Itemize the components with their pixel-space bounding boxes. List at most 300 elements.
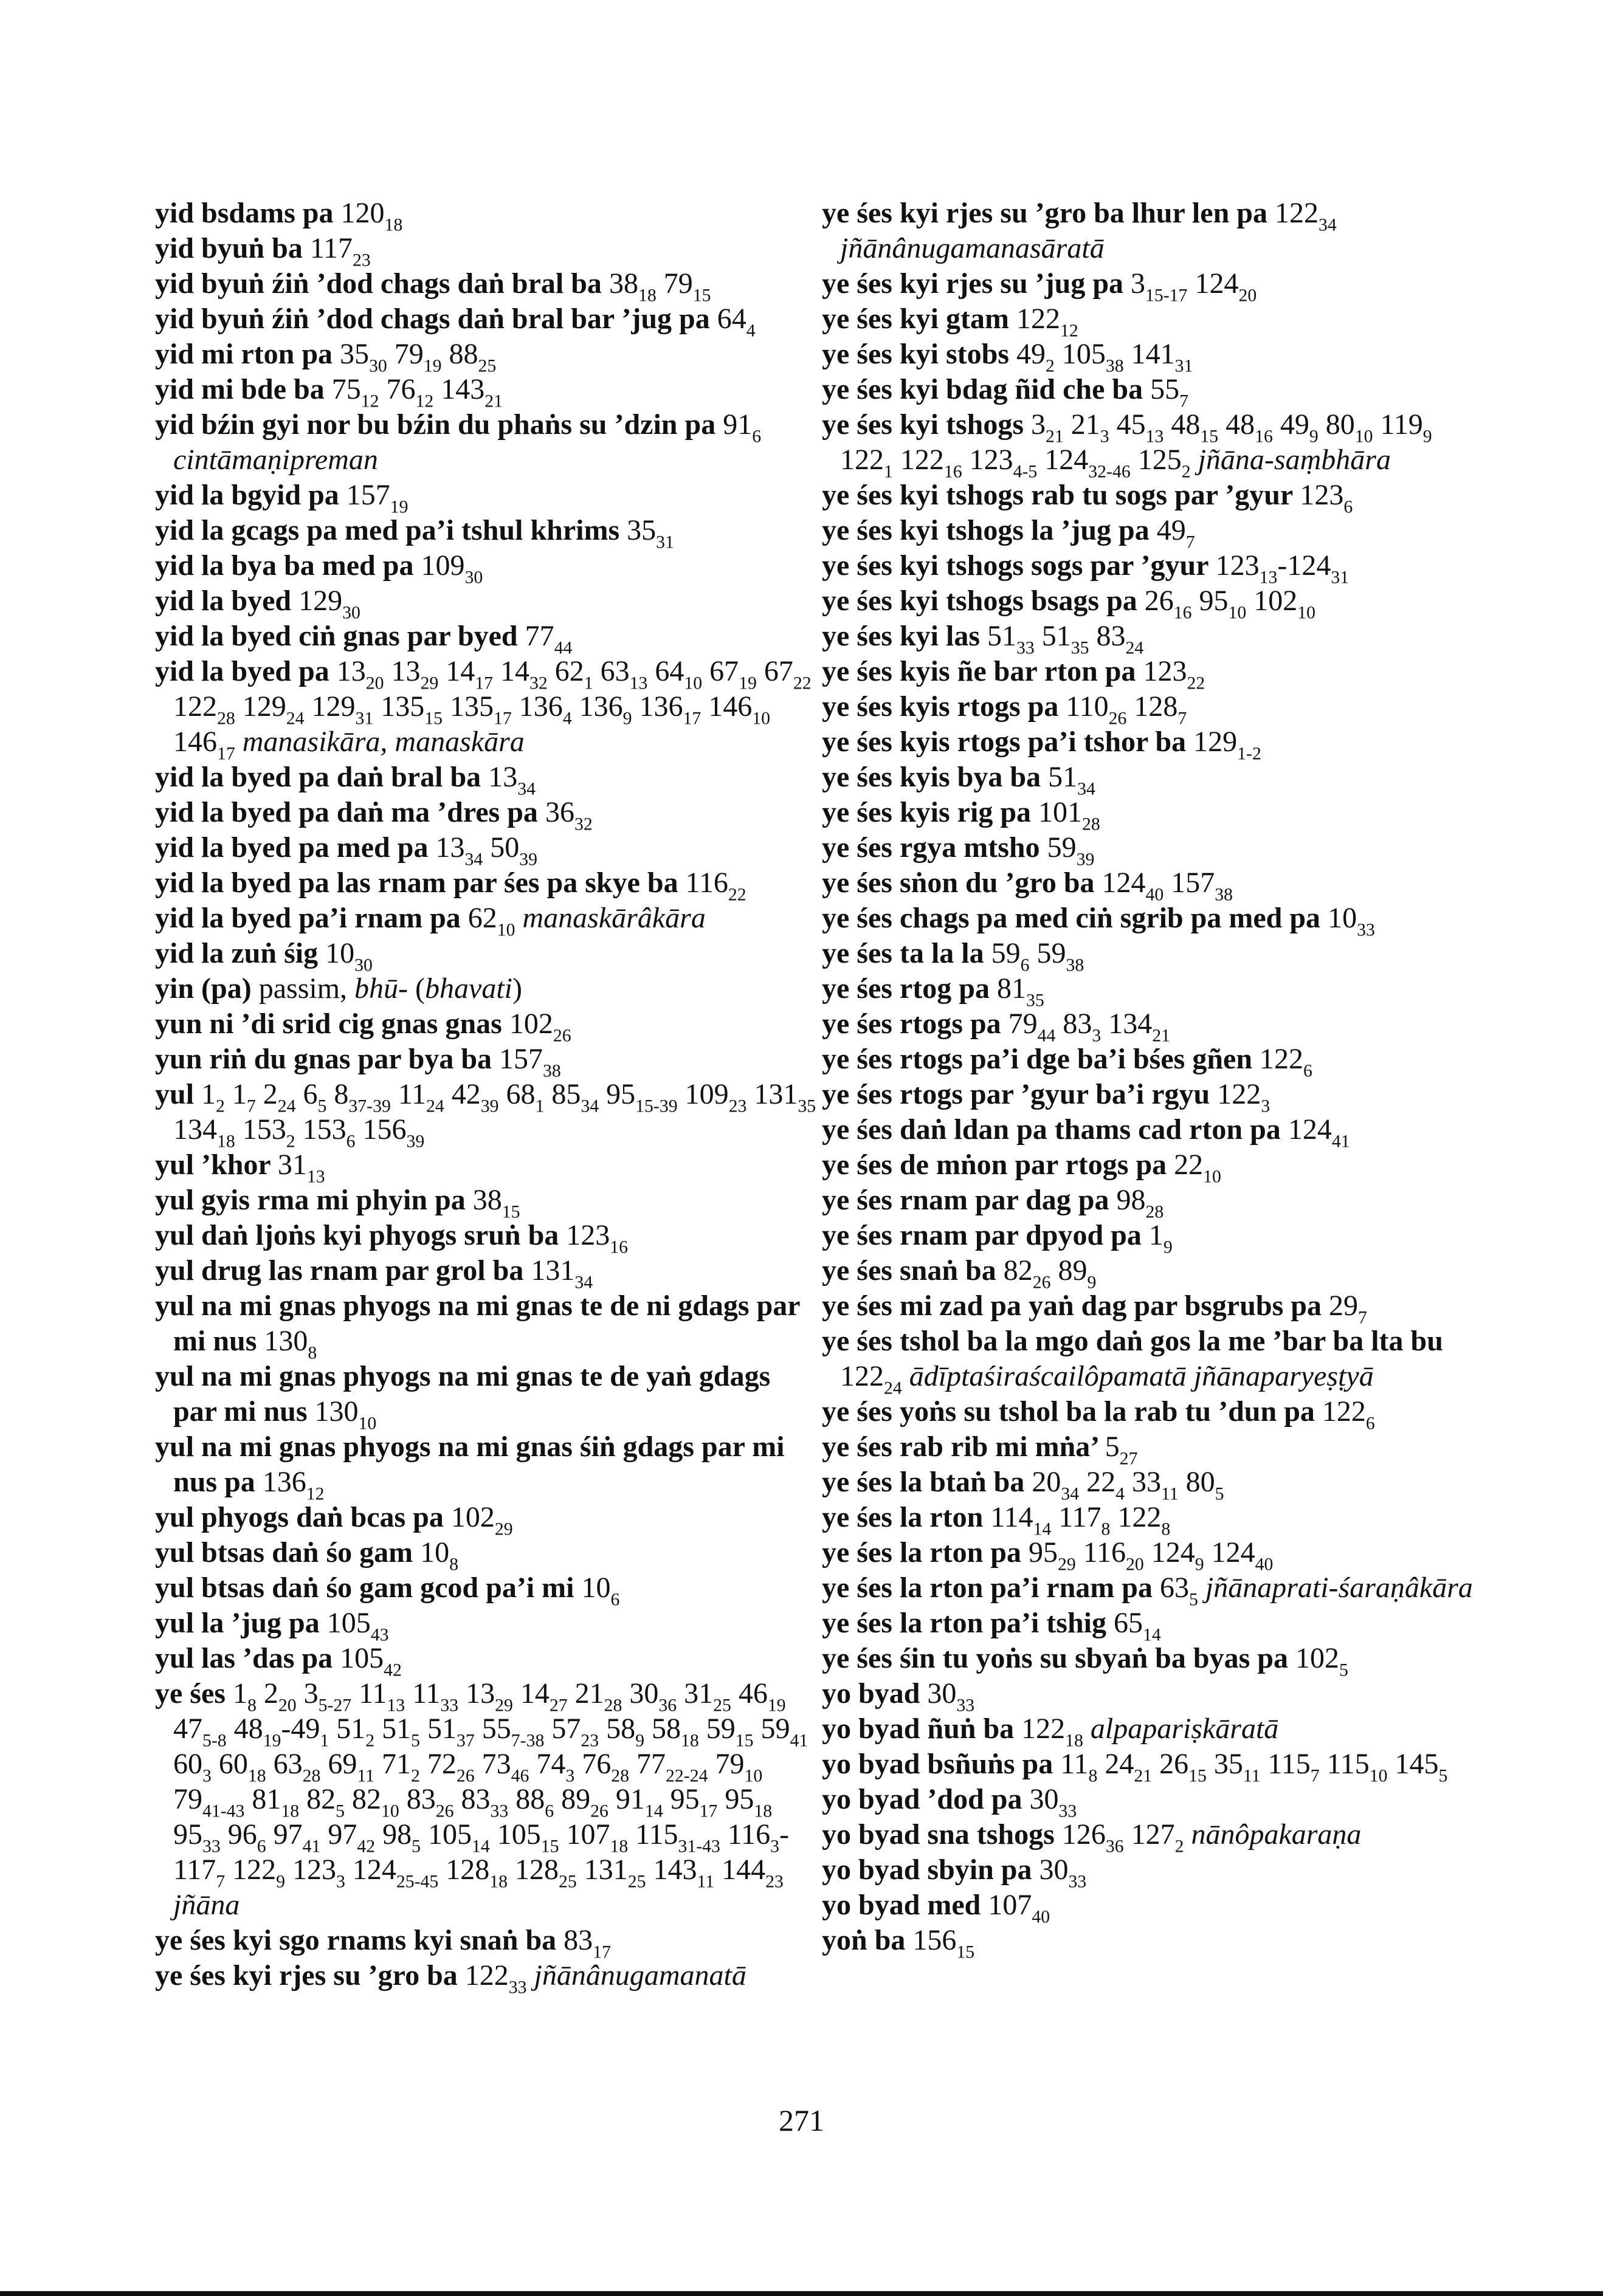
page-reference: 48 [1171,408,1201,441]
page-reference: 125 [1137,444,1182,476]
entry-headword: yid bsdams pa [155,197,341,229]
entry-headword: yid byuṅ ba [155,232,310,264]
entry-headword: ye śes kyi tshogs rab tu sogs par ’gyur [822,479,1300,511]
line-reference: 18 [489,1871,508,1892]
index-entry [155,266,818,306]
line-reference: 36 [1105,1836,1124,1857]
page-reference: 59 [760,1713,790,1745]
page-reference: 95 [1028,1536,1058,1569]
entry-headword: ye śes kyi bdag ñid che ba [822,373,1151,405]
page-reference: 46 [738,1677,768,1710]
index-entry [155,1218,818,1257]
line-reference: 7 [1185,532,1195,552]
line-reference: 7 [1179,391,1188,411]
line-reference: 8 [308,1342,317,1363]
page-reference: 21 [1070,408,1100,441]
line-reference: 2 [216,1096,225,1116]
line-reference: 23 [765,1871,784,1892]
line-reference: 40 [1145,884,1164,905]
page-reference: 3 [1031,408,1046,441]
line-reference: 19 [390,497,409,517]
page-reference: 102 [1253,585,1298,617]
page-reference: 135 [450,690,494,723]
line-reference: 23 [728,1096,747,1116]
entry-headword: yid mi bde ba [155,373,332,405]
entry-headword: yul phyogs daṅ bcas pa [155,1501,451,1533]
entry-headword: ye śes rtogs pa [822,1008,1008,1040]
line-reference: 9 [1422,426,1432,447]
index-entry [822,1817,1484,1857]
page-reference: 59 [1047,831,1077,864]
index-entry [822,619,1484,658]
page-reference: 60 [173,1748,202,1780]
line-reference: 24 [277,1096,296,1116]
line-reference: 10 [358,1413,377,1434]
page-reference: 83 [1063,1008,1092,1040]
page-reference: 11 [412,1677,441,1710]
index-entry [155,830,818,870]
line-reference: 6 [1020,955,1030,975]
page-reference: 122 [1274,197,1319,229]
line-reference: 31 [656,532,674,552]
page-reference: 1 [1148,1219,1163,1251]
page-reference: 80 [1185,1466,1215,1498]
line-reference: 14 [1143,1624,1161,1645]
page-reference: 62 [467,902,497,934]
entry-headword: yid la byed ciṅ gnas par byed [155,620,525,652]
line-reference: 9 [635,1730,644,1751]
page-reference: 146 [708,690,753,723]
page-reference: 82 [352,1783,382,1815]
line-reference: 3 [1261,1096,1270,1116]
page-reference: 14 [500,655,530,687]
page-reference: 156 [362,1113,407,1146]
line-reference: 6 [1365,1413,1375,1434]
line-reference: 15 [540,1836,559,1857]
entry-headword: ye śes daṅ ldan pa thams cad rton pa [822,1113,1288,1146]
line-reference: 34 [1061,1483,1080,1504]
line-reference: 12 [360,391,379,411]
entry-headword: yul ’khor [155,1149,278,1181]
line-reference: 28 [611,1765,630,1786]
line-reference: 18 [247,1765,266,1786]
line-reference: 17 [683,708,702,729]
page-reference: 97 [328,1818,357,1851]
sanskrit-equivalent: manaskārâkāra [522,902,706,934]
page-reference: 124 [352,1854,396,1886]
entry-headword: ye śes kyi tshogs bsags pa [822,585,1145,617]
line-reference: 25-45 [396,1871,439,1892]
page-reference: 141 [1131,338,1175,370]
page-reference: 123 [566,1219,610,1251]
index-entry [155,1958,818,1998]
line-reference: 21 [484,391,503,411]
entry-headword: ye śes la rton pa [822,1536,1029,1569]
index-entry [822,1923,1484,1962]
line-reference: 31-43 [678,1836,720,1857]
page-reference: 62 [554,655,584,687]
index-entry [155,1253,818,1293]
line-reference: 9 [622,708,632,729]
page-reference: 30 [927,1677,957,1710]
page-reference: 68 [506,1078,536,1110]
page-reference: 114 [990,1501,1033,1533]
index-entry [822,1641,1484,1680]
index-entry [155,231,818,270]
line-reference: 15 [956,1942,975,1962]
index-entry [155,1042,818,1081]
index-entry [822,583,1484,623]
line-reference: 20 [278,1695,297,1716]
page-reference: 73 [481,1748,511,1780]
index-entry [822,1006,1484,1046]
entry-headword: yul na mi gnas phyogs na mi gnas te de ni gdags par mi nus [155,1290,800,1357]
page-reference: 143 [653,1854,697,1886]
page-reference: 95 [725,1783,754,1815]
line-reference: 28 [1082,814,1100,834]
index-entry [155,1359,818,1434]
page-reference: 11 [398,1078,427,1110]
line-reference: 6 [545,1801,554,1821]
page-reference: 105 [340,1642,384,1674]
page-reference: 105 [497,1818,541,1851]
line-reference: 34 [464,849,483,870]
entry-headword: ye śes rab rib mi mṅa’ [822,1431,1105,1463]
line-reference: 37 [457,1730,475,1751]
index-entry [822,513,1484,552]
line-reference: 24 [884,1378,902,1398]
line-reference: 20 [365,673,384,693]
line-reference: 40 [1032,1906,1050,1927]
line-reference: 26 [1032,1272,1051,1293]
line-reference: 33 [490,1801,509,1821]
page-reference: 129 [311,690,356,723]
page-reference: 102 [509,1008,553,1040]
page-reference: 134 [1108,1008,1153,1040]
line-reference: 24 [286,708,305,729]
line-reference: 5 [1339,1660,1348,1680]
index-entry [155,619,818,658]
line-reference: 6 [346,1131,356,1152]
entry-headword: ye śes śin tu yoṅs su sbyaṅ ba byas pa [822,1642,1295,1674]
page-reference: 67 [709,655,739,687]
line-reference: 22 [1187,673,1205,693]
line-reference: 5 [412,1836,421,1857]
page-reference: 156 [912,1924,957,1956]
entry-headword: ye śes ta la la [822,937,991,969]
line-reference: 30 [369,356,387,376]
line-reference: 7 [1177,708,1187,729]
page-reference: 122 [1217,1078,1261,1110]
line-reference: 8 [247,1695,257,1716]
page-reference: 95 [1199,585,1229,617]
line-reference: 19 [423,356,442,376]
page-reference: 136 [519,690,563,723]
page-reference: 136 [262,1466,306,1498]
index-entry [822,196,1484,266]
page-reference: 96 [227,1818,257,1851]
page-reference: 36 [545,796,574,828]
page-reference: 115 [1267,1748,1311,1780]
page-reference: 110 [1066,690,1109,723]
page-reference: 10 [1328,902,1357,934]
page-reference: 124 [1288,1113,1332,1146]
line-reference: 8 [449,1554,458,1575]
line-reference: 41 [790,1730,808,1751]
line-reference: 18 [638,285,657,306]
entry-headword: ye śes chags pa med ciṅ sgrib pa med pa [822,902,1328,934]
page-reference: 135 [381,690,425,723]
index-entry [155,548,818,588]
line-reference: 10 [1228,602,1247,623]
page-reference: 51 [987,620,1017,652]
index-entry [822,971,1484,1011]
page-reference: 58 [606,1713,636,1745]
line-reference: 1-2 [1237,743,1261,764]
line-reference: 3 [1092,1025,1101,1046]
page-reference: 128 [446,1854,490,1886]
page-reference: 109 [684,1078,729,1110]
line-reference: 39 [1076,849,1095,870]
page-reference: 45 [1116,408,1146,441]
page-reference: 129 [298,585,343,617]
page-reference: 38 [608,267,638,300]
page-reference: 131 [584,1854,628,1886]
line-reference: 15 [502,1201,520,1222]
page-reference: 107 [566,1818,610,1851]
line-reference: 33 [202,1836,221,1857]
line-reference: 30 [354,955,373,975]
page-reference: 49 [1280,408,1309,441]
line-reference: 2 [286,1131,295,1152]
page-reference: 83 [564,1924,593,1956]
index-entry [155,760,818,799]
page-reference: 124 [1044,444,1089,476]
line-reference: 33 [1357,919,1375,940]
page-reference: 105 [428,1818,472,1851]
line-reference: 17 [494,708,512,729]
page-reference: 65 [1114,1607,1143,1639]
page-reference: 74 [536,1748,566,1780]
line-reference: 5 [317,1096,327,1116]
page-reference: 83 [406,1783,436,1815]
line-reference: 12 [306,1483,325,1504]
entry-headword: yid la byed pa daṅ ma ’dres pa [155,796,545,828]
entry-headword: yul na mi gnas phyogs na mi gnas te de yaṅ gdags par mi nus [155,1360,771,1428]
entry-headword: ye śes la rton pa’i tshig [822,1607,1114,1639]
index-entry [822,1535,1484,1575]
line-reference: 22-24 [666,1765,708,1786]
entry-headword: yid la bgyid pa [155,479,346,511]
page-reference: 33 [1132,1466,1161,1498]
index-entry [822,654,1484,693]
page-reference: 136 [579,690,623,723]
line-reference: 28 [302,1765,321,1786]
line-reference: 11 [697,1871,715,1892]
entry-headword: yid byuṅ źiṅ ’dod chags daṅ bral ba [155,267,609,300]
line-reference: 10 [684,673,703,693]
index-entry [155,1570,818,1610]
line-reference: 2 [1046,356,1055,376]
page-reference: 124 [1194,267,1239,300]
index-entry [822,1112,1484,1152]
sanskrit-equivalent: jñānânugamanatā [534,1959,746,1992]
entry-headword: yo byad ñuṅ ba [822,1713,1022,1745]
page-reference: 64 [717,303,746,335]
sanskrit-equivalent: jñānaprati-śaraṇâkāra [1205,1572,1473,1604]
index-entry [822,1042,1484,1081]
page-reference: 49 [1156,514,1186,546]
entry-headword: ye śes kyi stobs [822,338,1017,370]
entry-headword: yul gyis rma mi phyin pa [155,1184,473,1216]
page-reference: 76 [582,1748,612,1780]
line-reference: 21 [1046,426,1064,447]
line-reference: 35 [1026,990,1044,1011]
line-reference: 40 [1255,1554,1274,1575]
page-reference: 1 [201,1078,216,1110]
line-reference: 6 [1343,497,1353,517]
line-reference: 9 [1163,1237,1173,1257]
index-entry [155,1147,818,1187]
index-entry [822,1747,1484,1786]
line-reference: 7 [1310,1765,1320,1786]
line-reference: 44 [554,638,573,658]
index-column-right [822,196,1484,1962]
page-reference: 29 [1328,1290,1358,1322]
page-reference: 115 [1326,1748,1370,1780]
index-entry [155,865,818,905]
line-reference: 41-43 [202,1801,245,1821]
entry-headword: ye śes kyis rig pa [822,796,1039,828]
sanskrit-equivalent: bhavati [425,972,512,1005]
page-reference: 116 [685,867,728,899]
entry-headword: ye śes kyi rjes su ’gro ba [155,1959,465,1992]
line-reference: 8 [1088,1765,1098,1786]
line-reference: 3 [770,1836,779,1857]
page-reference: 63 [600,655,630,687]
entry-headword: ye śes kyi rjes su ’jug pa [822,267,1131,300]
line-reference: 21 [1134,1765,1153,1786]
page-reference: 1 [232,1078,247,1110]
index-entry [155,478,818,517]
line-reference: 26 [590,1801,608,1821]
page-reference: 134 [173,1113,217,1146]
line-reference: 15 [735,1730,754,1751]
line-reference: 39 [519,849,537,870]
entry-headword: ye śes rnam par dag pa [822,1184,1117,1216]
page-reference: 30 [629,1677,659,1710]
line-reference: 7 [1357,1307,1367,1328]
line-reference: 7 [246,1096,256,1116]
line-reference: 10 [1369,1765,1388,1786]
page-reference: 136 [639,690,683,723]
index-entry [155,795,818,834]
line-reference: 35 [1070,638,1089,658]
page-reference: 124 [1101,867,1146,899]
bottom-border [0,2291,1603,2296]
line-reference: 25 [559,1871,577,1892]
entry-headword: ye śes kyis ñe bar rton pa [822,655,1143,687]
page-reference: 105 [1061,338,1106,370]
page-reference: 3 [1131,267,1146,300]
page-reference: 49 [1016,338,1046,370]
line-reference: 18 [384,215,403,235]
index-entry [822,1324,1484,1398]
line-reference: 3 [336,1871,345,1892]
line-reference: 30 [342,602,360,623]
page-reference: 26 [1144,585,1174,617]
page-reference: 157 [1171,867,1215,899]
entry-headword: yid byuṅ źiṅ ’dod chags daṅ bral bar ’jug pa [155,303,717,335]
line-reference: 34 [1077,779,1095,799]
page-reference: 97 [273,1818,303,1851]
page-reference: 48 [1226,408,1255,441]
index-entry [822,1183,1484,1222]
page-reference: 38 [472,1184,502,1216]
line-reference: 26 [435,1801,454,1821]
page-reference: 59 [706,1713,736,1745]
line-reference: 13 [629,673,648,693]
index-entry [155,513,818,552]
line-reference: 18 [1065,1730,1083,1751]
sanskrit-equivalent: ādīptaśiraścailôpamatā jñānaparyeṣṭyā [909,1360,1374,1392]
page-reference: 101 [1038,796,1083,828]
line-reference: 3 [565,1765,575,1786]
line-reference: 18 [754,1801,773,1821]
entry-headword: yid la gcags pa med pa’i tshul khrims [155,514,627,546]
line-reference: 31 [1174,356,1193,376]
page-reference: 57 [551,1713,581,1745]
index-entry [822,372,1484,411]
page-reference: 123 [292,1854,336,1886]
line-reference: 10 [1203,1166,1221,1187]
page-reference: 60 [218,1748,248,1780]
page-reference: 13 [336,655,366,687]
line-reference: 4 [746,320,756,341]
index-entry [155,1923,818,1962]
line-reference: 6 [752,426,762,447]
line-reference: 33 [508,1977,527,1998]
index-column-left [155,196,818,1998]
line-reference: 11 [1161,1483,1179,1504]
page-reference: 10 [420,1536,450,1569]
line-reference: 26 [1108,708,1127,729]
sanskrit-equivalent: bhū- [354,972,416,1005]
entry-headword: yo byad [822,1677,928,1710]
line-reference: 10 [744,1765,763,1786]
page-reference: 51 [1041,620,1071,652]
page-reference: 30 [1039,1854,1069,1886]
entry-headword: ye śes mi zad pa yaṅ dag par bsgrubs pa [822,1290,1329,1322]
line-reference: 28 [1145,1201,1164,1222]
page-reference: 11 [1060,1748,1089,1780]
line-reference: 17 [475,673,494,693]
line-reference: 21 [1152,1025,1171,1046]
entry-headword: ye śes kyis bya ba [822,761,1049,793]
line-reference: 34 [517,779,536,799]
index-entry [822,478,1484,517]
line-reference: 5 [1215,1483,1224,1504]
line-reference: 28 [604,1695,622,1716]
line-reference: 6 [257,1836,266,1857]
line-reference: 1 [884,461,893,482]
page-reference: 95 [606,1078,636,1110]
page-reference: 124 [1151,1536,1195,1569]
line-reference: 2 [411,1765,420,1786]
index-entry [155,1288,818,1363]
line-reference: 3 [1100,426,1109,447]
page-reference: 13 [391,655,421,687]
